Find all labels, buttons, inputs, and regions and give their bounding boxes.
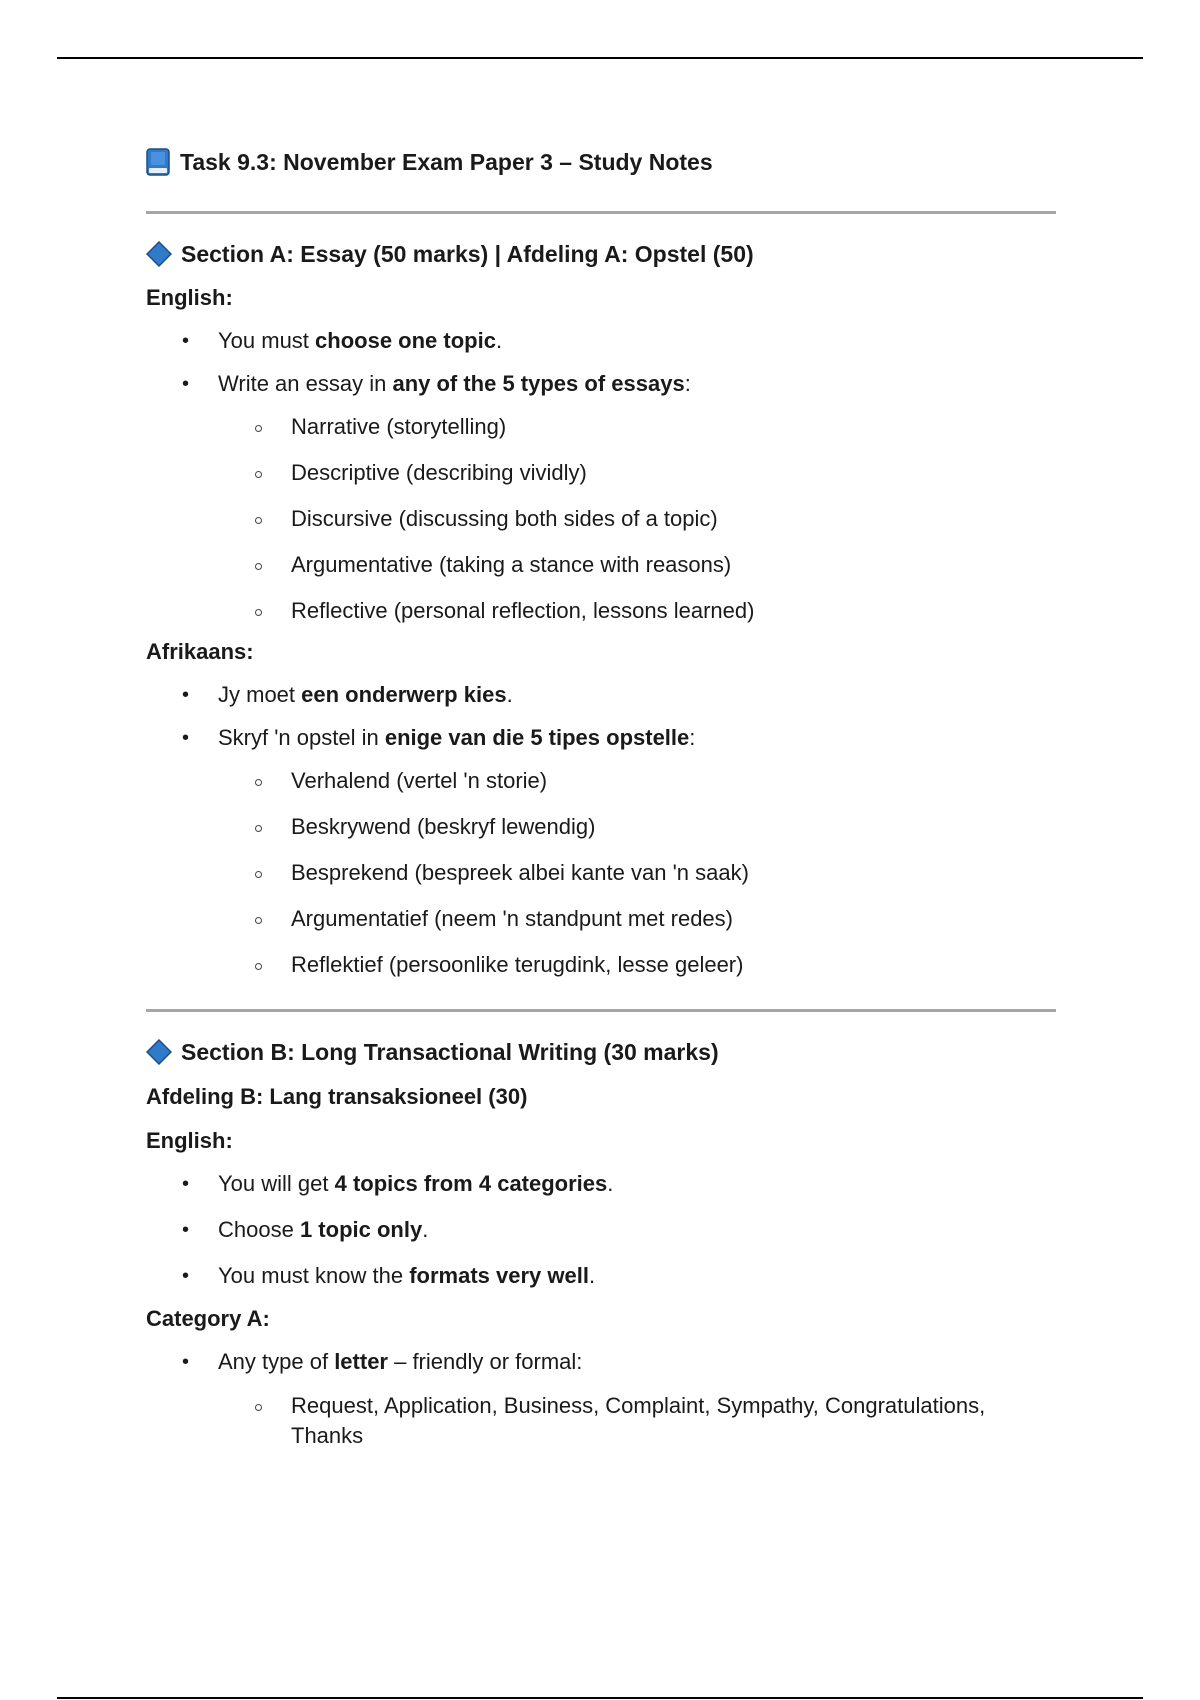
category-a-list [146, 1348, 1056, 1376]
essay-types-english [146, 412, 1056, 626]
list-item: • Choose 1 topic only. [146, 1216, 1056, 1244]
list-item: • You must know the formats very well. [146, 1262, 1056, 1290]
list-item: Narrative (storytelling) [146, 412, 1056, 442]
list-item: • Jy moet een onderwerp kies. [146, 681, 1056, 709]
section-a-english-list [146, 327, 1056, 398]
section-b-english-label: English: [146, 1128, 233, 1153]
list-item: Discursive (discussing both sides of a topic) [146, 504, 1056, 534]
list-item: • Any type of letter – friendly or formal: [146, 1348, 1056, 1376]
essay-types-afrikaans [146, 766, 1056, 980]
list-item: Descriptive (describing vividly) [146, 458, 1056, 488]
list-item: Request, Application, Business, Complaint, Sympathy, Congratulations, Thanks [146, 1391, 1056, 1451]
list-item: • Write an essay in any of the 5 types of essays: [146, 370, 1056, 398]
blue-diamond-icon [146, 1039, 172, 1065]
section-b-heading: Section B: Long Transactional Writing (30 marks) [146, 1038, 1056, 1066]
category-a-label: Category A: [146, 1306, 270, 1331]
list-item: Argumentatief (neem 'n standpunt met redes) [146, 904, 1056, 934]
list-item: Verhalend (vertel 'n storie) [146, 766, 1056, 796]
list-item: • Skryf 'n opstel in enige van die 5 tipes opstelle: [146, 724, 1056, 752]
list-item: • You will get 4 topics from 4 categories. [146, 1170, 1056, 1198]
section-b-subheading: Afdeling B: Lang transaksioneel (30) [146, 1084, 528, 1109]
letter-types-list [146, 1391, 1056, 1451]
list-item: Reflective (personal reflection, lessons learned) [146, 596, 1056, 626]
page-bottom-rule [57, 1697, 1143, 1699]
divider [146, 1009, 1056, 1012]
blue-book-icon [146, 148, 170, 176]
page-title [146, 148, 1056, 176]
divider [146, 211, 1056, 214]
list-item: Besprekend (bespreek albei kante van 'n saak) [146, 858, 1056, 888]
section-b-english-list [146, 1170, 1056, 1290]
page-title-text: Task 9.3: November Exam Paper 3 – Study Notes [180, 149, 713, 175]
list-item: Beskrywend (beskryf lewendig) [146, 812, 1056, 842]
document-body [146, 148, 1056, 1451]
section-a-heading: Section A: Essay (50 marks) | Afdeling A: Opstel (50) [146, 240, 1056, 268]
list-item: Reflektief (persoonlike terugdink, lesse geleer) [146, 950, 1056, 980]
section-a-afrikaans-list [146, 681, 1056, 752]
blue-diamond-icon [146, 241, 172, 267]
list-item: • You must choose one topic. [146, 327, 1056, 355]
section-a-english-label: English: [146, 285, 233, 310]
list-item: Argumentative (taking a stance with reasons) [146, 550, 1056, 580]
page-top-rule [57, 57, 1143, 59]
section-a-afrikaans-label: Afrikaans: [146, 639, 254, 664]
